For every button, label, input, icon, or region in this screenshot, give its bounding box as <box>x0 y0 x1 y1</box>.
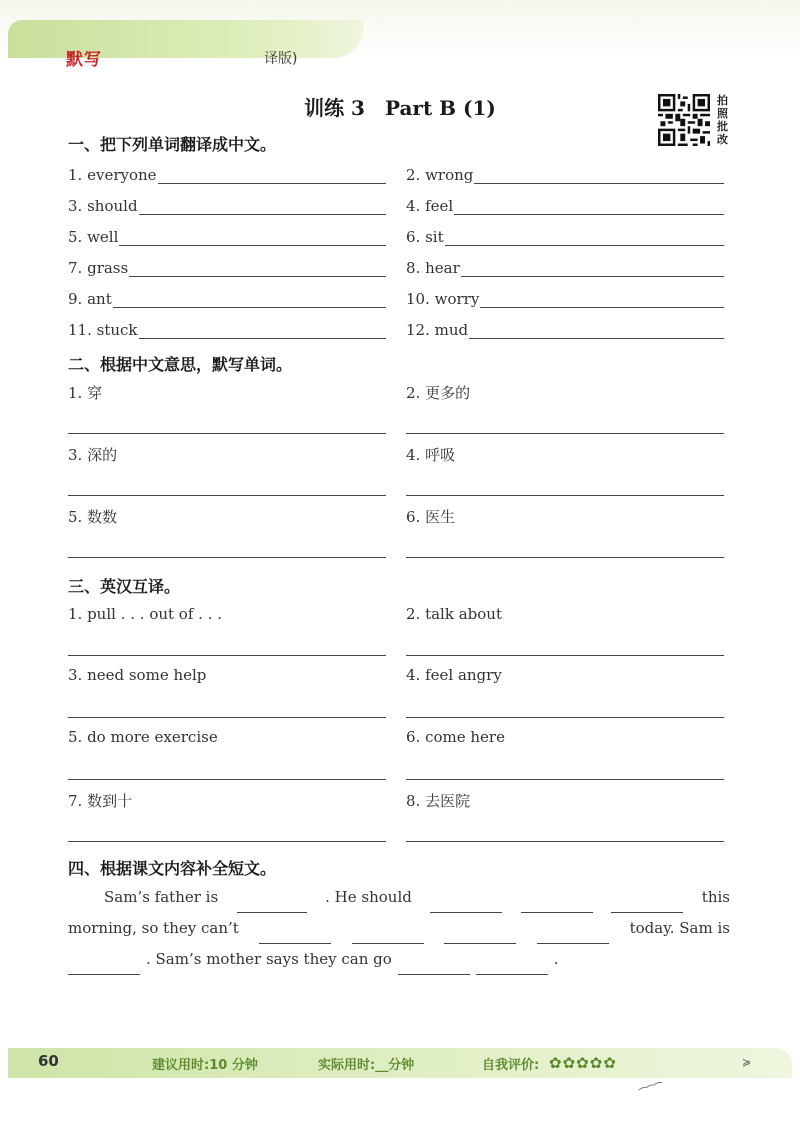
answer-line[interactable] <box>129 259 386 277</box>
answer-line[interactable] <box>406 495 724 496</box>
star-icon[interactable]: ✿ <box>576 1054 589 1072</box>
vocab-item: 11. stuck <box>68 317 386 339</box>
vocab-item: 7. grass <box>68 255 386 277</box>
blank[interactable] <box>68 956 140 975</box>
vocab-item: 10. worry <box>406 286 724 308</box>
dictation-prompt: 4. 呼吸 <box>406 446 456 464</box>
page-title: 训练 3 Part B (1) <box>304 96 496 120</box>
star-icon[interactable]: ✿ <box>549 1054 562 1072</box>
blank[interactable] <box>237 894 307 913</box>
answer-line[interactable] <box>445 228 724 246</box>
answer-line[interactable] <box>113 290 386 308</box>
answer-line[interactable] <box>119 228 386 246</box>
answer-line[interactable] <box>406 433 724 434</box>
blank[interactable] <box>444 925 516 944</box>
answer-line[interactable] <box>474 166 724 184</box>
vocab-item: 3. should <box>68 193 386 215</box>
section-4-heading: 四、根据课文内容补全短文。 <box>68 859 277 878</box>
dictation-prompt: 3. 深的 <box>68 446 118 464</box>
vocab-item: 4. feel <box>406 193 724 215</box>
blank[interactable] <box>398 956 470 975</box>
answer-line[interactable] <box>158 166 386 184</box>
answer-line[interactable] <box>406 655 724 656</box>
actual-time: 实际用时:__分钟 <box>318 1058 415 1073</box>
dictation-prompt: 1. 穿 <box>68 384 103 402</box>
translation-prompt: 2. talk about <box>406 605 502 623</box>
star-icon[interactable]: ✿ <box>562 1054 576 1072</box>
page-curl-mark-icon: ≽ <box>742 1056 752 1069</box>
answer-line[interactable] <box>461 259 724 277</box>
answer-line[interactable] <box>406 717 724 718</box>
translation-prompt: 5. do more exercise <box>68 728 218 746</box>
edition-label: 译版) <box>264 51 298 67</box>
answer-line[interactable] <box>68 717 386 718</box>
answer-line[interactable] <box>139 197 386 215</box>
vocab-item: 12. mud <box>406 317 724 339</box>
translation-prompt: 4. feel angry <box>406 666 502 684</box>
answer-line[interactable] <box>406 557 724 558</box>
answer-line[interactable] <box>68 495 386 496</box>
answer-line[interactable] <box>68 779 386 780</box>
vocab-item: 5. well <box>68 224 386 246</box>
answer-line[interactable] <box>406 779 724 780</box>
scribble-mark-icon: ⁀⁀⁀ <box>638 1082 666 1101</box>
brand-logo: 默写 <box>66 50 102 70</box>
qr-code-icon[interactable] <box>658 94 710 146</box>
vocab-item: 6. sit <box>406 224 724 246</box>
section-1-heading: 一、把下列单词翻译成中文。 <box>68 135 277 154</box>
answer-line[interactable] <box>139 321 386 339</box>
blank[interactable] <box>537 925 609 944</box>
translation-prompt: 8. 去医院 <box>406 792 471 810</box>
blank[interactable] <box>521 894 593 913</box>
blank[interactable] <box>611 894 683 913</box>
dictation-prompt: 2. 更多的 <box>406 384 471 402</box>
blank[interactable] <box>476 956 548 975</box>
translation-prompt: 7. 数到十 <box>68 792 133 810</box>
translation-prompt: 1. pull . . . out of . . . <box>68 605 222 623</box>
cloze-passage <box>68 882 730 975</box>
suggested-time: 建议用时:10 分钟 <box>152 1058 258 1073</box>
star-icon[interactable]: ✿ <box>603 1054 616 1072</box>
answer-line[interactable] <box>68 433 386 434</box>
cloze-line-2: morning, so they can’t today. Sam is <box>68 913 730 944</box>
translation-prompt: 6. come here <box>406 728 505 746</box>
translation-prompt: 3. need some help <box>68 666 207 684</box>
self-evaluation-label: 自我评价: <box>482 1058 540 1073</box>
answer-line[interactable] <box>68 557 386 558</box>
section-3-heading: 三、英汉互译。 <box>68 577 181 596</box>
blank[interactable] <box>259 925 331 944</box>
blank[interactable] <box>430 894 502 913</box>
vocab-item: 2. wrong <box>406 162 724 184</box>
rating-stars[interactable] <box>549 1054 616 1072</box>
vocab-item: 8. hear <box>406 255 724 277</box>
blank[interactable] <box>352 925 424 944</box>
cloze-line-3: . Sam’s mother says they can go . <box>68 944 730 975</box>
qr-label: 拍照批改 <box>717 94 728 146</box>
answer-line[interactable] <box>454 197 724 215</box>
cloze-line-1: Sam’s father is . He should this <box>68 882 730 913</box>
answer-line[interactable] <box>469 321 724 339</box>
section-2-heading: 二、根据中文意思，默写单词。 <box>68 355 293 374</box>
star-icon[interactable]: ✿ <box>589 1054 603 1072</box>
vocab-item: 1. everyone <box>68 162 386 184</box>
vocab-item: 9. ant <box>68 286 386 308</box>
answer-line[interactable] <box>68 841 386 842</box>
answer-line[interactable] <box>480 290 724 308</box>
answer-line[interactable] <box>406 841 724 842</box>
dictation-prompt: 6. 医生 <box>406 508 456 526</box>
answer-line[interactable] <box>68 655 386 656</box>
page-number: 60 <box>38 1052 59 1070</box>
dictation-prompt: 5. 数数 <box>68 508 118 526</box>
header-tab <box>8 20 363 58</box>
